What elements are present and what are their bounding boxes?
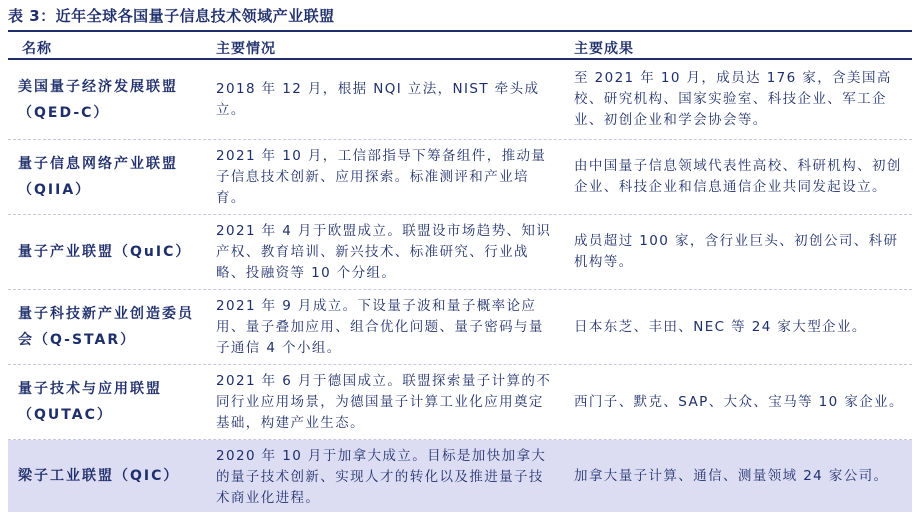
row-name: 美国量子经济发展联盟（QED-C）: [18, 78, 178, 121]
row-result: 加拿大量子计算、通信、测量领域 24 家公司。: [574, 467, 889, 484]
row-situation: 2021 年 9 月成立。下设量子波和量子概率论应用、量子叠加应用、组合优化问题、量子密码与量子通信 4 个小组。: [216, 297, 544, 356]
table-row: [8, 365, 912, 440]
table-row-highlighted: [8, 440, 912, 512]
header-name: 名称: [22, 41, 52, 57]
table-row: [8, 290, 912, 365]
row-name: 量子产业联盟（QuIC）: [18, 244, 192, 260]
row-situation: 2021 年 4 月于欧盟成立。联盟设市场趋势、知识产权、教育培训、新兴技术、标准研究、行业战略、投融资等 10 个分组。: [216, 222, 552, 281]
table-title: 表 3：近年全球各国量子信息技术领域产业联盟: [8, 7, 335, 25]
row-result: 成员超过 100 家，含行业巨头、初创公司、科研机构等。: [574, 233, 899, 270]
row-name: 量子信息网络产业联盟（QIIA）: [18, 156, 178, 198]
header-situation: 主要情况: [216, 41, 276, 57]
row-result: 由中国量子信息领域代表性高校、科研机构、初创企业、科技企业和信息通信企业共同发起设立。: [574, 158, 902, 195]
row-name: 梁子工业联盟（QIC）: [18, 468, 180, 484]
row-result: 日本东芝、丰田、NEC 等 24 家大型企业。: [574, 318, 867, 335]
table-header: [8, 30, 912, 60]
row-name: 量子科技新产业创造委员会（Q-STAR）: [18, 306, 194, 348]
row-result: 至 2021 年 10 月，成员达 176 家，含美国高校、研究机构、国家实验室、科技企业、军工企业、初创企业和学会协会等。: [574, 70, 892, 128]
row-situation: 2021 年 10 月，工信部指导下筹备组件，推动量子信息技术创新、应用探索。标准测评和产业培育。: [216, 147, 547, 206]
row-situation: 2018 年 12 月，根据 NQI 立法，NIST 牵头成立。: [216, 80, 540, 118]
row-name: 量子技术与应用联盟（QUTAC）: [18, 381, 162, 423]
table-row: [8, 140, 912, 215]
table-row: [8, 215, 912, 290]
row-result: 西门子、默克、SAP、大众、宝马等 10 家企业。: [574, 393, 904, 410]
row-situation: 2021 年 6 月于德国成立。联盟探索量子计算的不同行业应用场景，为德国量子计算工业化应用奠定基础，构建产业生态。: [216, 372, 552, 431]
alliance-table: [8, 30, 912, 512]
table-row: [8, 60, 912, 140]
row-situation: 2020 年 10 月于加拿大成立。目标是加快加拿大的量子技术创新、实现人才的转化以及推进量子技术商业化进程。: [216, 448, 547, 506]
header-result: 主要成果: [574, 41, 634, 57]
